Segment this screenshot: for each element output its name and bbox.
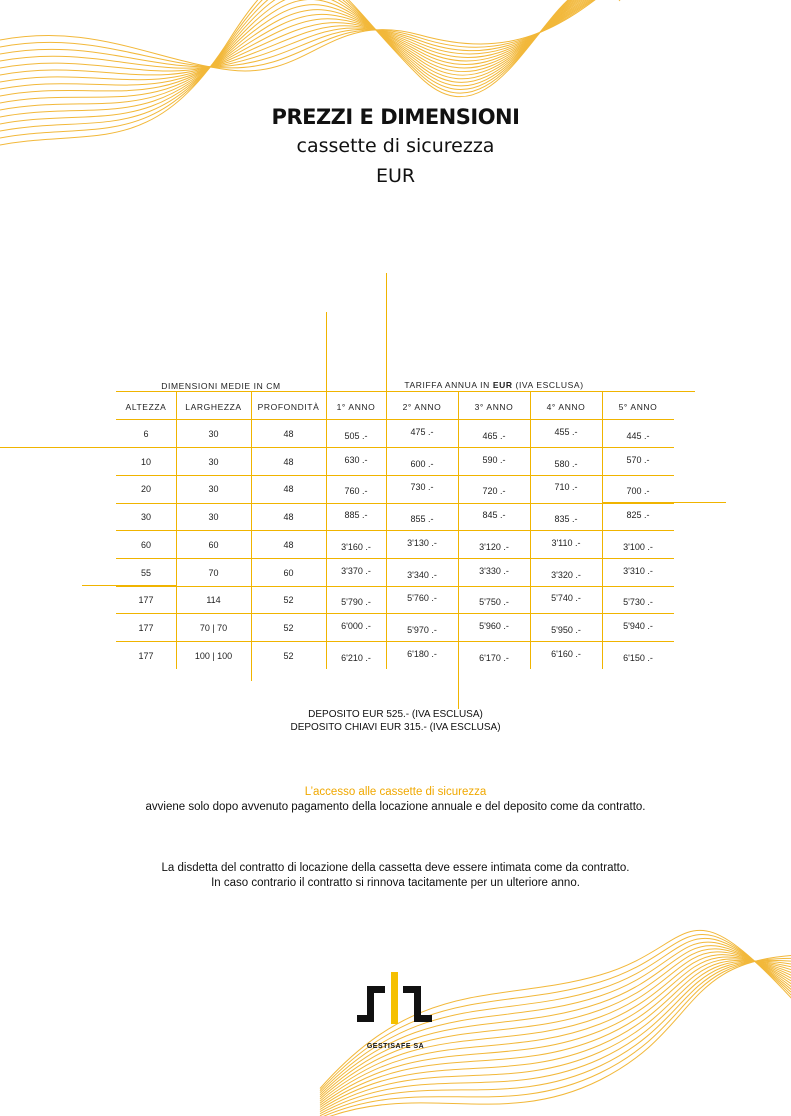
- table-cell: 730 .-: [410, 482, 434, 492]
- table-cell: 6'170 .-: [479, 653, 509, 663]
- table-cell: 5'960 .-: [479, 621, 509, 631]
- table-cell: 845 .-: [482, 510, 506, 520]
- table-cell: 3'100 .-: [623, 542, 653, 552]
- column-header: 4° ANNO: [546, 402, 586, 412]
- table-cell: 475 .-: [410, 427, 434, 437]
- table-row-line: [0, 447, 176, 448]
- page-header: [0, 105, 791, 189]
- table-col-line: [386, 273, 387, 669]
- table-cell: 55: [140, 568, 151, 578]
- table-row-line: [116, 503, 674, 504]
- access-notice: [0, 785, 791, 815]
- table-cell: 3'340 .-: [407, 570, 437, 580]
- table-row-line: [116, 447, 674, 448]
- table-cell: 52: [283, 623, 294, 633]
- table-cell: 30: [140, 512, 151, 522]
- column-header: 1° ANNO: [336, 402, 376, 412]
- table-cell: 114: [206, 595, 221, 605]
- table-cell: 3'120 .-: [479, 542, 509, 552]
- table-cell: 100 | 100: [194, 651, 233, 661]
- table-cell: 6'160 .-: [551, 649, 581, 659]
- table-cell: 30: [208, 512, 219, 522]
- table-cell: 5'740 .-: [551, 593, 581, 603]
- table-cell: 70 | 70: [199, 623, 228, 633]
- currency-label: EUR: [375, 165, 416, 187]
- page-title: PREZZI E DIMENSIONI: [271, 105, 520, 129]
- table-cell: 48: [283, 457, 294, 467]
- table-cell: 6: [143, 429, 149, 439]
- table-cell: 5'730 .-: [623, 597, 653, 607]
- table-cell: 5'790 .-: [341, 597, 371, 607]
- table-header-line: [116, 391, 695, 392]
- table-cell: 3'160 .-: [341, 542, 371, 552]
- table-cell: 30: [208, 429, 219, 439]
- table-cell: 630 .-: [344, 455, 368, 465]
- table-cell: 855 .-: [410, 514, 434, 524]
- table-cell: 580 .-: [554, 459, 578, 469]
- column-header: 5° ANNO: [618, 402, 658, 412]
- table-cell: 3'130 .-: [407, 538, 437, 548]
- logo-center-mark: [391, 972, 398, 1024]
- table-cell: 3'310 .-: [623, 566, 653, 576]
- table-row-line: [116, 613, 674, 614]
- table-cell: 3'370 .-: [341, 566, 371, 576]
- table-cell: 20: [140, 484, 151, 494]
- table-cell: 60: [283, 568, 294, 578]
- table-cell: 465 .-: [482, 431, 506, 441]
- access-text: avviene solo dopo avvenuto pagamento della locazione annuale e del deposito come da contratto.: [145, 801, 646, 813]
- table-cell: 5'760 .-: [407, 593, 437, 603]
- company-logo: [355, 972, 435, 1028]
- table-row-line: [116, 641, 674, 642]
- table-row-line: [116, 558, 674, 559]
- table-cell: 570 .-: [626, 455, 650, 465]
- termination-line-1: La disdetta del contratto di locazione della cassetta deve essere intimata come da contratto.: [161, 862, 630, 874]
- termination-line-2: In caso contrario il contratto si rinnova tacitamente per un ulteriore anno.: [211, 877, 580, 889]
- table-cell: 52: [283, 651, 294, 661]
- table-row-line: [116, 475, 674, 476]
- table-cell: 177: [138, 651, 154, 661]
- table-cell: 5'750 .-: [479, 597, 509, 607]
- table-cell: 720 .-: [482, 486, 506, 496]
- table-row-line: [602, 502, 726, 503]
- table-cell: 30: [208, 484, 219, 494]
- table-row-line: [82, 585, 176, 586]
- table-cell: 455 .-: [554, 427, 578, 437]
- table-cell: 70: [208, 568, 219, 578]
- table-cell: 590 .-: [482, 455, 506, 465]
- logo-right-mark: [403, 986, 432, 1022]
- table-cell: 5'970 .-: [407, 625, 437, 635]
- table-cell: 885 .-: [344, 510, 368, 520]
- table-cell: 6'180 .-: [407, 649, 437, 659]
- company-name: GESTISAFE SA: [366, 1043, 425, 1050]
- table-cell: 700 .-: [626, 486, 650, 496]
- table-cell: 760 .-: [344, 486, 368, 496]
- table-cell: 5'950 .-: [551, 625, 581, 635]
- table-cell: 60: [140, 540, 151, 550]
- dimensions-group-header: DIMENSIONI MEDIE IN CM: [161, 381, 281, 391]
- table-cell: 48: [283, 540, 294, 550]
- table-cell: 6'000 .-: [341, 621, 371, 631]
- table-cell: 52: [283, 595, 294, 605]
- table-cell: 3'110 .-: [551, 538, 581, 548]
- table-cell: 177: [138, 595, 154, 605]
- table-cell: 10: [140, 457, 151, 467]
- table-cell: 6'150 .-: [623, 653, 653, 663]
- table-cell: 5'940 .-: [623, 621, 653, 631]
- tariff-group-header: TARIFFA ANNUA IN EUR (IVA ESCLUSA): [404, 380, 584, 390]
- table-header-line: [116, 419, 674, 420]
- column-header: LARGHEZZA: [185, 402, 242, 412]
- deposit-line: DEPOSITO EUR 525.- (IVA ESCLUSA): [308, 709, 483, 720]
- table-cell: 48: [283, 484, 294, 494]
- table-cell: 3'330 .-: [479, 566, 509, 576]
- logo-left-mark: [357, 986, 385, 1022]
- table-cell: 30: [208, 457, 219, 467]
- access-highlight: L’accesso alle cassette di sicurezza: [304, 786, 487, 798]
- column-header: ALTEZZA: [125, 402, 167, 412]
- table-cell: 60: [208, 540, 219, 550]
- table-cell: 48: [283, 512, 294, 522]
- termination-notice: [0, 861, 791, 891]
- column-header: PROFONDITÀ: [257, 402, 320, 412]
- table-cell: 835 .-: [554, 514, 578, 524]
- table-cell: 825 .-: [626, 510, 650, 520]
- table-cell: 505 .-: [344, 431, 368, 441]
- table-cell: 710 .-: [554, 482, 578, 492]
- table-row-line: [116, 530, 674, 531]
- table-cell: 3'320 .-: [551, 570, 581, 580]
- key-deposit-line: DEPOSITO CHIAVI EUR 315.- (IVA ESCLUSA): [290, 722, 501, 733]
- table-cell: 445 .-: [626, 431, 650, 441]
- column-header: 2° ANNO: [402, 402, 442, 412]
- column-header: 3° ANNO: [474, 402, 514, 412]
- table-cell: 48: [283, 429, 294, 439]
- table-cell: 177: [138, 623, 154, 633]
- deposit-notes: [0, 708, 791, 734]
- table-cell: 6'210 .-: [341, 653, 371, 663]
- table-row-line: [116, 586, 674, 587]
- table-cell: 600 .-: [410, 459, 434, 469]
- page-subtitle: cassette di sicurezza: [296, 135, 495, 157]
